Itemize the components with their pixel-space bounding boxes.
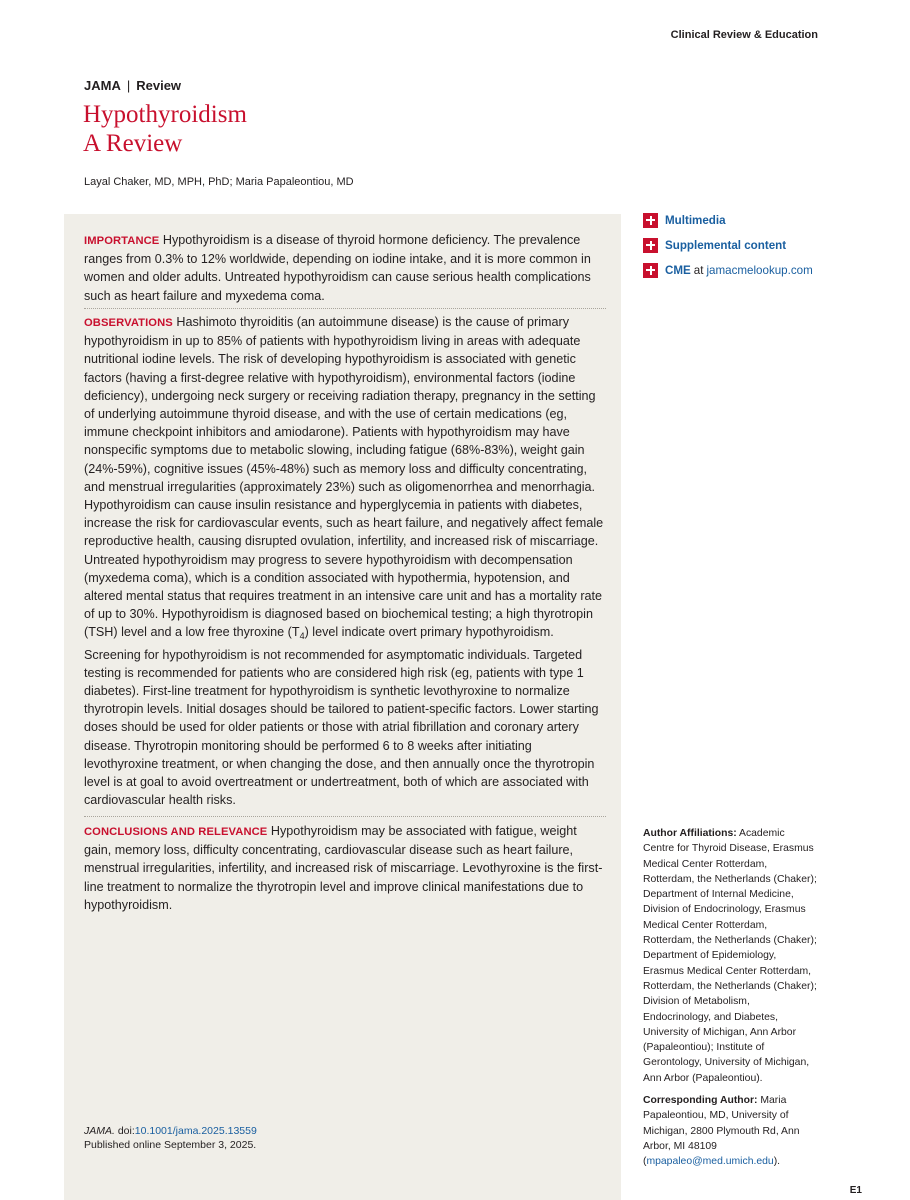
section-divider [84, 308, 606, 309]
plus-icon [643, 263, 658, 278]
affiliations-heading: Author Affiliations: [643, 828, 737, 839]
cme-at: at [693, 263, 704, 277]
doi-link[interactable]: 10.1001/jama.2025.13559 [134, 1125, 257, 1137]
article-type: Review [136, 78, 182, 93]
corresponding-author [643, 1093, 818, 1169]
cme-label[interactable]: CME [665, 263, 691, 277]
citation-block [84, 1124, 484, 1152]
abstract-observations [84, 313, 606, 809]
article-title-block [83, 100, 247, 158]
abstract-box [64, 214, 621, 1200]
conclusions-heading: CONCLUSIONS AND RELEVANCE [84, 826, 268, 838]
multimedia-link[interactable] [643, 211, 813, 229]
section-divider [84, 816, 606, 817]
journal-name: JAMA [84, 78, 121, 93]
cme-url[interactable]: jamacmelookup.com [706, 263, 813, 277]
article-title: Hypothyroidism [83, 101, 247, 128]
journal-line [84, 78, 181, 93]
doi-prefix: doi: [117, 1125, 135, 1137]
t4-subscript: 4 [299, 631, 305, 642]
affiliations-text: Academic Centre for Thyroid Disease, Erasmus Medical Center Rotterdam, Rotterdam, the Netherlands (Chaker); Department of Internal Medicine, Division of Endocrinology, Erasmus Medical Center Rotterdam, Rotterdam, the Netherlands (Chaker); Department of Epidemiology, Erasmus Medical Center Rotterdam, Rotterdam, the Netherlands (Chaker); Division of Metabolism, Endocrinology, and Diabetes, University of Michigan, Ann Arbor (Papaleontiou); Institute of Gerontology, University of Michigan, Ann Arbor (Papaleontiou). [643, 828, 817, 1084]
section-header: Clinical Review & Education [670, 29, 818, 41]
observations-text: Hashimoto thyroiditis (an autoimmune disease) is the cause of primary hypothyroidism in up to 85% of patients with hypothyroidism living in areas with adequate nutritional iodine levels. The risk of developing hypothyroidism is associated with genetic factors (having a first-degree relative with hypothyroidism), environmental factors (iodine deficiency), undergoing neck surgery or receiving radiation therapy, pregnancy in the setting of underlying autoimmune thyroid disease, and with the use of certain medications (eg, immune checkpoint inhibitors and amiodarone). Patients with hypothyroidism may have nonspecific symptoms due to metabolic slowing, including fatigue (68%-83%), weight gain (24%-59%), cognitive issues (45%-48%) such as memory loss and difficulty concentrating, and menstrual irregularities (approximately 23%) such as oligomenorrhea and menorrhagia. Hypothyroidism can cause insulin resistance and hyperglycemia in patients with diabetes, increase the risk for cardiovascular events, such as heart failure, and negatively affect female reproductive health, causing disrupted ovulation, infertility, and increased risk of miscarriage. Untreated hypothyroidism may progress to severe hypothyroidism with decompensation (myxedema coma), which is a condition associated with hypothermia, hypotension, and altered mental status that requires treatment in an intensive care unit and has a mortality rate of up to 30%. Hypothyroidism is diagnosed based on biochemical testing; a high thyrotropin (TSH) level and a low free thyroxine (T [84, 315, 604, 640]
importance-heading: IMPORTANCE [84, 235, 160, 247]
page-number: E1 [849, 1185, 862, 1196]
supplemental-content-link[interactable] [643, 236, 813, 254]
multimedia-label[interactable]: Multimedia [665, 213, 726, 227]
author-affiliations [643, 826, 818, 1170]
corresponding-end: ). [773, 1156, 781, 1168]
sidebar-links [643, 211, 813, 286]
plus-icon [643, 213, 658, 228]
observations-heading: OBSERVATIONS [84, 317, 173, 329]
corresponding-heading: Corresponding Author: [643, 1095, 758, 1107]
supplemental-label[interactable]: Supplemental content [665, 238, 787, 252]
corresponding-text: Maria Papaleontiou, MD, University of Michigan, 2800 Plymouth Rd, Ann Arbor, MI 48109 ( [643, 1095, 800, 1168]
abstract-importance [84, 231, 606, 305]
plus-icon [643, 238, 658, 253]
journal-separator: | [126, 78, 131, 93]
importance-text: Hypothyroidism is a disease of thyroid hormone deficiency. The prevalence ranges from 0.3% to 12% worldwide, depending on iodine intake, and it is more common in women and older adults. Untreated hypothyroidism can cause serious health complications such as heart failure and myxedema coma. [84, 233, 591, 303]
conclusions-text: Hypothyroidism may be associated with fatigue, weight gain, memory loss, difficulty concentrating, cardiovascular disease such as heart failure, menstrual irregularities, infertility, and increased risk of miscarriage. Levothyroxine is the first-line treatment to normalize the thyrotropin level and improve clinical manifestations due to hypothyroidism. [84, 824, 603, 912]
cme-link[interactable] [643, 261, 813, 279]
citation-journal: JAMA. [84, 1125, 115, 1137]
corresponding-email[interactable]: mpapaleo@med.umich.edu [646, 1156, 774, 1168]
published-date: Published online September 3, 2025. [84, 1139, 257, 1151]
abstract-conclusions [84, 822, 606, 914]
observations-text-continued: ) level indicate overt primary hypothyroidism. Screening for hypothyroidism is not recommended for asymptomatic individuals. Targeted testing is recommended for patients who are considered high risk (eg, patients with type 1 diabetes). First-line treatment for hypothyroidism is synthetic levothyroxine to normalize thyrotropin levels. Initial dosages should be tailored to patient-specific factors. Lower starting doses should be used for older patients or those with atrial fibrillation and coronary artery disease. Thyrotropin monitoring should be performed 6 to 8 weeks after initiating levothyroxine treatment, or when changing the dose, and then annually once the thyrotropin level is at goal to avoid overtreatment or undertreatment, both of which are associated with cardiovascular health risks. [84, 625, 599, 808]
article-subtitle: A Review [83, 130, 183, 157]
author-list: Layal Chaker, MD, MPH, PhD; Maria Papaleontiou, MD [84, 176, 354, 188]
